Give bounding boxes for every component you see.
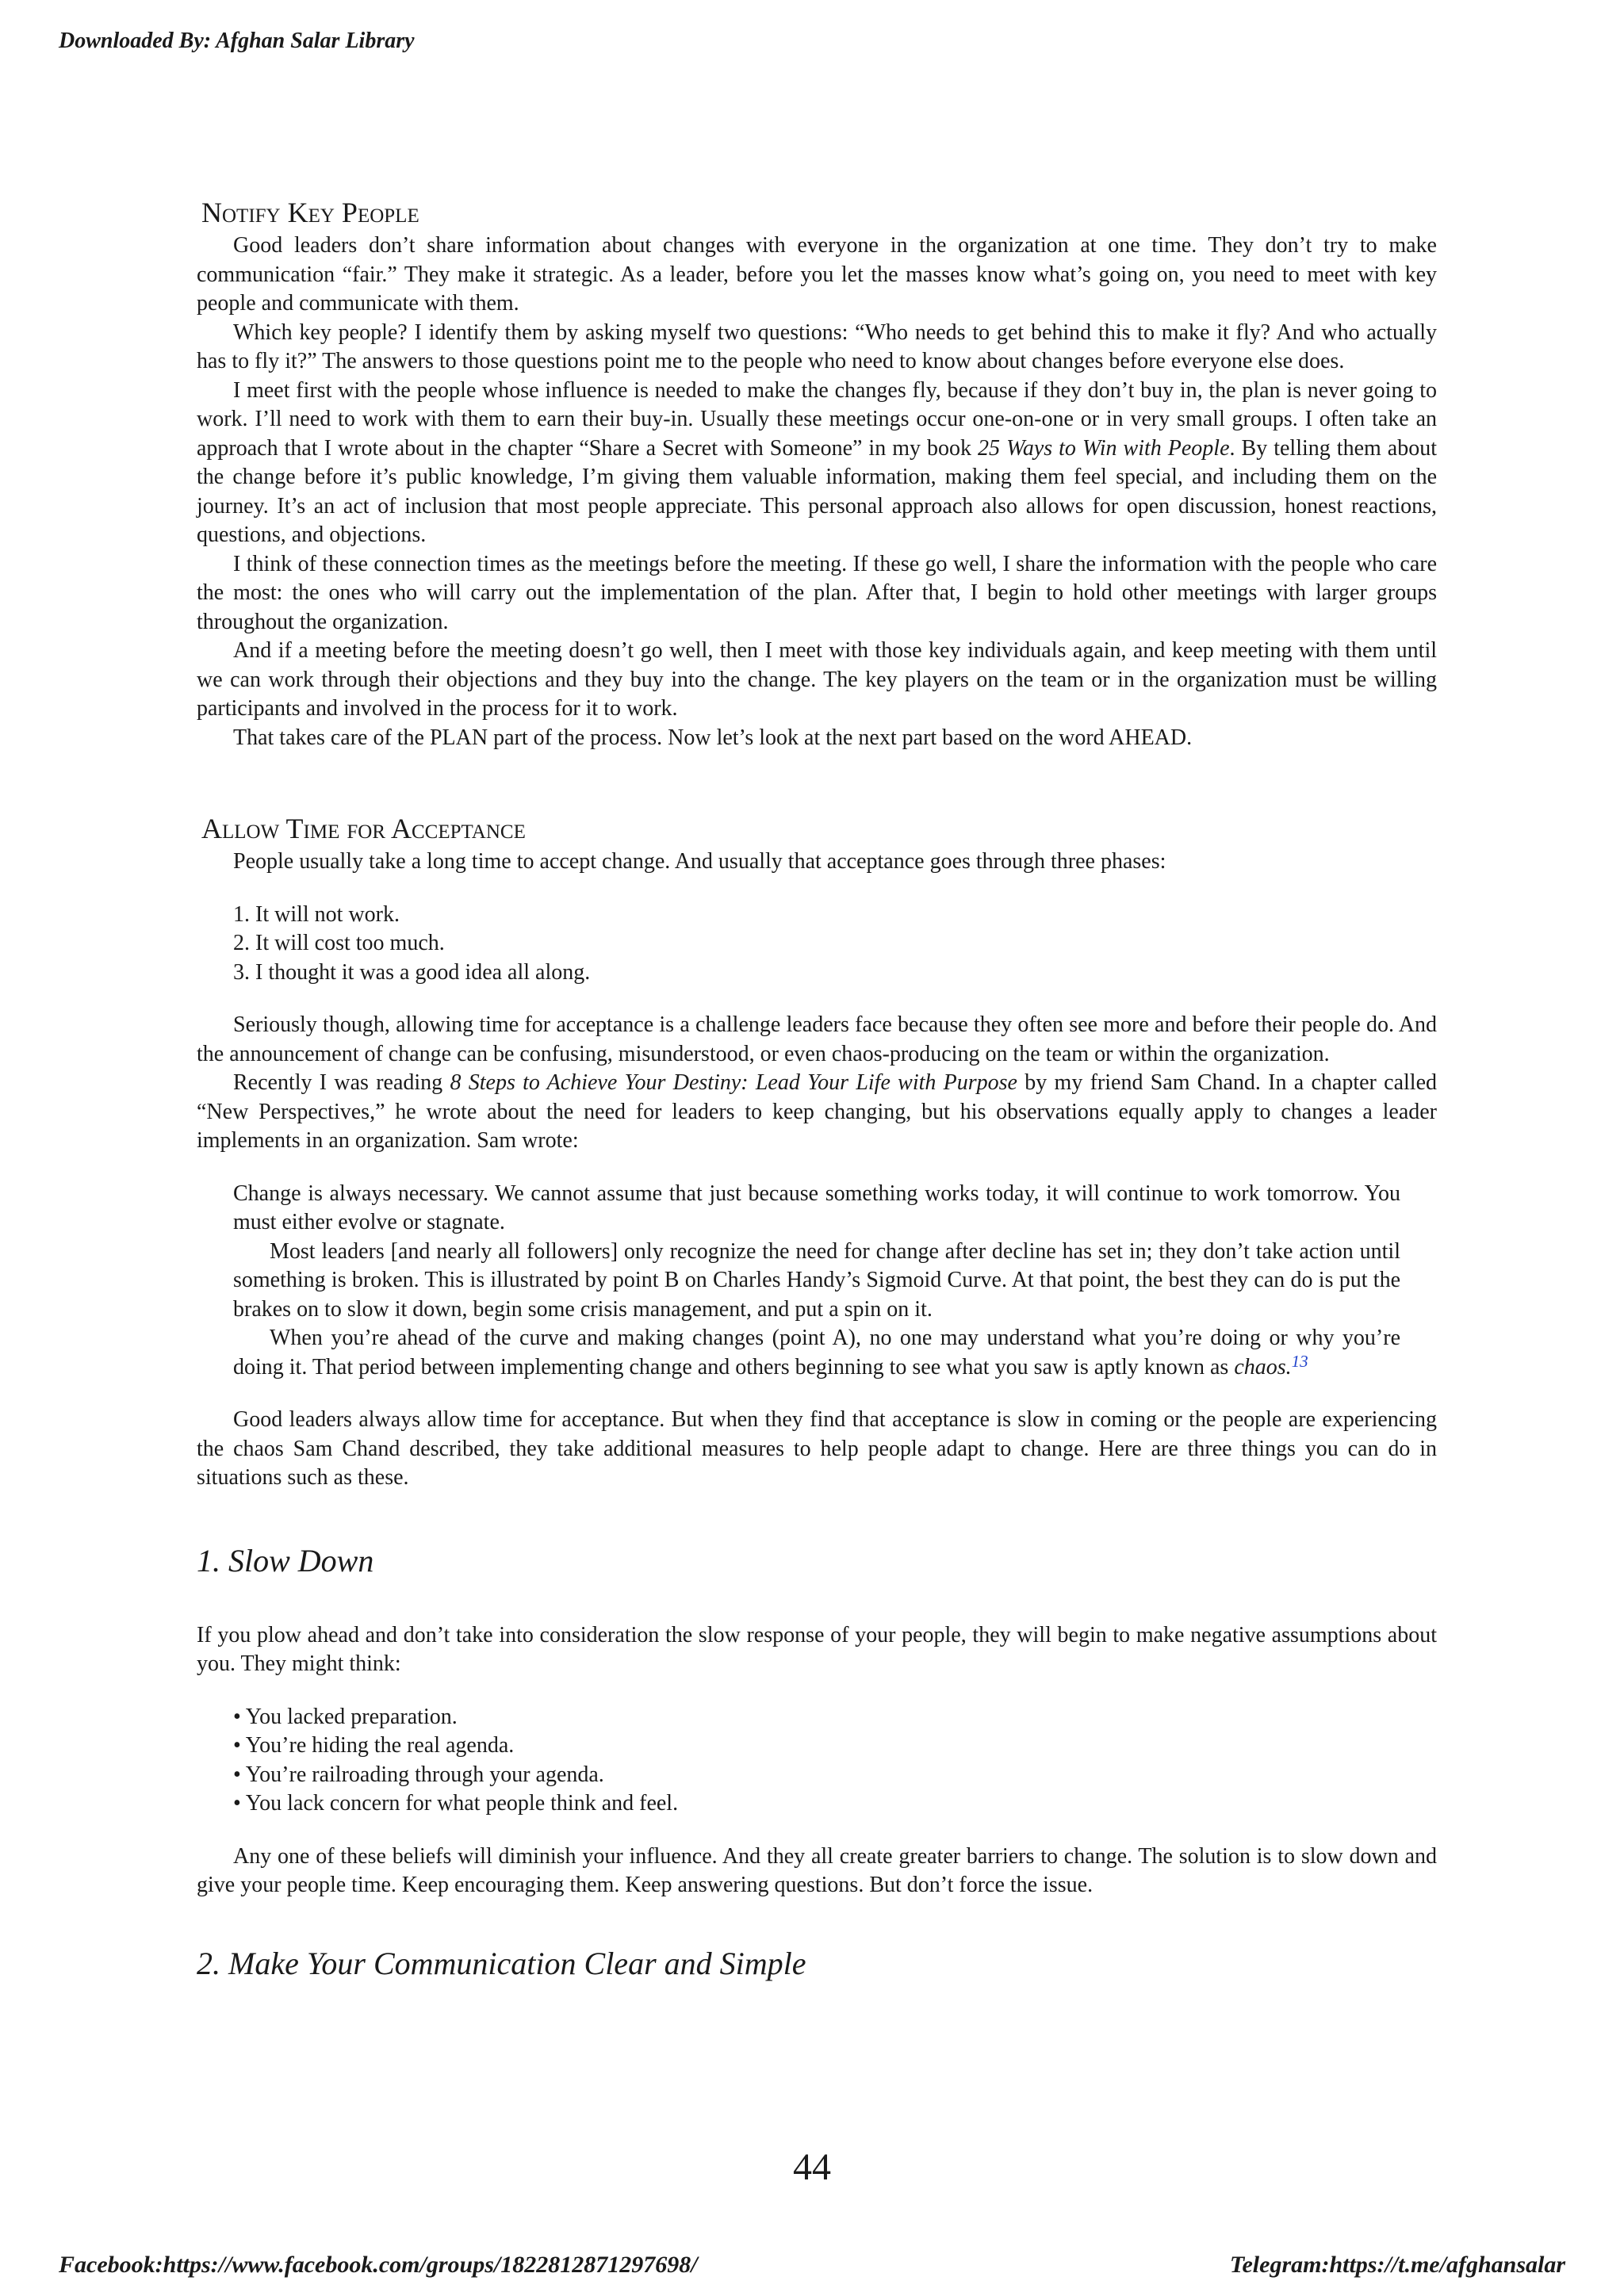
page-body [197, 195, 1437, 2024]
heading-communication-clear-simple: 2. Make Your Communication Clear and Simple [197, 1945, 806, 1981]
paragraph: Which key people? I identify them by asking myself two questions: “Who needs to get behind this to make it fly? And who actually has to fly it?” The answers to those questions point me to the people who need to know about changes before everyone else does. [197, 320, 1437, 373]
paragraph [197, 1069, 1437, 1156]
list-item: 1. It will not work. [233, 901, 400, 927]
paragraph: Good leaders don’t share information about changes with everyone in the organization at one time. They don’t try to make communication “fair.” They make it strategic. As a leader, before you let the masses know what’s going on, you need to meet with key people and communicate with them. [197, 233, 1437, 316]
list-item: • You lacked preparation. [233, 1704, 458, 1729]
book-title: 25 Ways to Win with People [978, 435, 1230, 461]
paragraph: Seriously though, allowing time for acceptance is a challenge leaders face because they often see more and before their people do. And the announcement of change can be confusing, misunderstood, or even chaos-producing on the team or within the organization. [197, 1012, 1437, 1066]
assumptions-list [233, 1703, 1437, 1819]
text-run: . By telling them about the change before it’s public knowledge, I’m giving them valuable information, making them feel special, and including them on the journey. It’s an act of inclusion that most people appreciate. This personal approach also allows for open discussion, honest reactions, questions, and objections. [197, 435, 1437, 547]
quote-paragraph: Change is always necessary. We cannot assume that just because something works today, it will continue to work tomorrow. You must either evolve or stagnate. [233, 1181, 1400, 1234]
text-run: Recently I was reading [233, 1070, 450, 1095]
paragraph: Any one of these beliefs will diminish your influence. And they all create greater barriers to change. The solution is to slow down and give your people time. Keep encouraging them. Keep answering questions. But don’t force the issue. [197, 1843, 1437, 1897]
footer-facebook-link[interactable]: Facebook:https://www.facebook.com/groups/1822812871297698/ [59, 2252, 698, 2278]
downloaded-by-header: Downloaded By: Afghan Salar Library [59, 29, 415, 53]
quote-paragraph [233, 1324, 1400, 1382]
paragraph: That takes care of the PLAN part of the process. Now let’s look at the next part based on the word AHEAD. [233, 725, 1193, 750]
paragraph: Good leaders always allow time for acceptance. But when they find that acceptance is slow in coming or the people are experiencing the chaos Sam Chand described, they take additional measures to help people adapt to change. Here are three things you can do in situations such as these. [197, 1407, 1437, 1490]
book-title: 8 Steps to Achieve Your Destiny: Lead Your Life with Purpose [450, 1070, 1017, 1095]
list-item: • You lack concern for what people think and feel. [233, 1791, 679, 1816]
footnote-link[interactable]: 13 [1291, 1351, 1308, 1371]
list-item: 2. It will cost too much. [233, 931, 445, 955]
paragraph: People usually take a long time to accept change. And usually that acceptance goes through three phases: [233, 849, 1166, 874]
paragraph [197, 377, 1437, 550]
list-item: 3. I thought it was a good idea all along. [233, 959, 591, 985]
heading-slow-down: 1. Slow Down [197, 1542, 374, 1578]
paragraph: And if a meeting before the meeting doesn’t go well, then I meet with those key individuals again, and keep meeting with them until we can work through their objections and they buy into the change. The key players on the team or in the organization must be willing participants and involved in the process for it to work. [197, 638, 1437, 721]
text-run: I meet first with the people whose influence is needed to make the changes fly, because if they don’t buy in, the plan is never going to work. I’ll need to work with them to earn their buy-in. Usually these meetings occur one-on-one or in very small groups. I often take an approach that I wrote about in the chapter “Share a Secret with Someone” in my book [197, 377, 1437, 461]
footer-telegram-link[interactable]: Telegram:https://t.me/afghansalar [1229, 2252, 1565, 2278]
text-run: by my friend Sam Chand. In a chapter called “New Perspectives,” he wrote about the need for leaders to keep changing, but his observations equally apply to changes a leader implements in an organization. Sam wrote: [197, 1070, 1437, 1153]
heading-allow-time-for-acceptance: Allow Time for Acceptance [201, 813, 526, 844]
paragraph: I think of these connection times as the meetings before the meeting. If these go well, I share the information with the people who care the most: the ones who will carry out the implementation of the plan. After that, I begin to hold other meetings with larger groups throughout the organization. [197, 551, 1437, 634]
emphasis-chaos: chaos. [1234, 1354, 1292, 1380]
paragraph: If you plow ahead and don’t take into consideration the slow response of your people, they will begin to make negative assumptions about you. They might think: [197, 1622, 1437, 1676]
text-run: When you’re ahead of the curve and making changes (point A), no one may understand what you’re doing or why you’re doing it. That period between implementing change and others beginning to see what you saw is aptly known as [233, 1326, 1400, 1380]
phases-list [233, 901, 1437, 988]
list-item: • You’re hiding the real agenda. [233, 1733, 515, 1758]
quote-paragraph: Most leaders [and nearly all followers] only recognize the need for change after decline has set in; they don’t take action until something is broken. This is illustrated by point B on Charles Handy’s Sigmoid Curve. At that point, the best they can do is put the brakes on to slow it down, begin some crisis management, and put a spin on it. [233, 1238, 1400, 1322]
page-number: 44 [793, 2146, 831, 2188]
list-item: • You’re railroading through your agenda. [233, 1762, 604, 1787]
heading-notify-key-people: Notify Key People [201, 197, 419, 228]
block-quote [233, 1180, 1400, 1383]
